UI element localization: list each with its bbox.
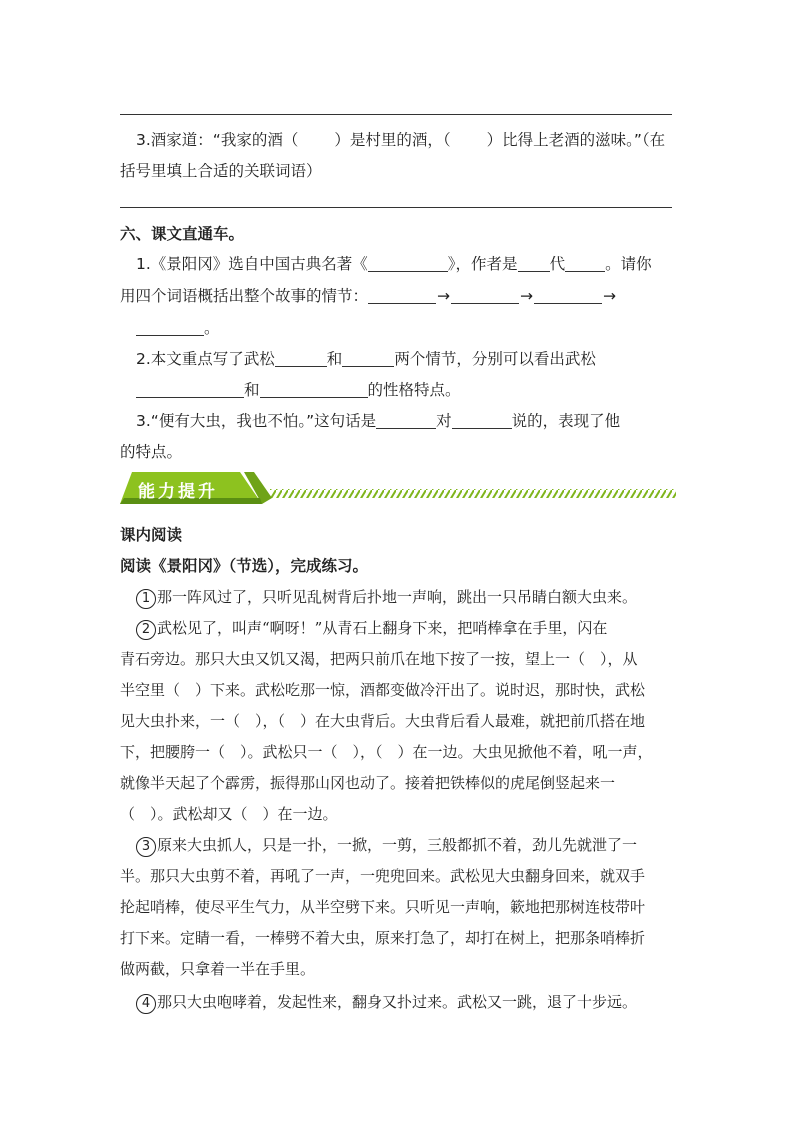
blank[interactable]: [451, 132, 487, 148]
answer-line: [120, 114, 672, 115]
section-6-item-1-line-2: 用四个词语概括出整个故事的情节： → → →: [120, 287, 617, 305]
blank[interactable]: [376, 412, 436, 429]
paragraph-3-line: 做两截，只拿着一半在手里。: [120, 960, 316, 978]
reading-instruction: 阅读《景阳冈》（节选），完成练习。: [120, 557, 369, 575]
paragraph-3-line: 打下来。定睛一看，一棒劈不着大虫，原来打急了，却打在树上，把那条哨棒折: [120, 929, 646, 947]
section-6-item-1-line-3: 。: [136, 318, 220, 338]
blank[interactable]: [534, 287, 602, 304]
blank[interactable]: [518, 255, 550, 272]
paragraph-2-line: （ ）。武松却又（ ）在一边。: [120, 805, 338, 823]
blank[interactable]: [275, 350, 327, 367]
blank[interactable]: [565, 255, 605, 272]
paragraph-number: 4: [136, 994, 156, 1014]
paragraph-3-line: 半。那只大虫剪不着，再吼了一声，一兜兜回来。武松见大虫翻身回来，就双手: [120, 867, 646, 885]
paragraph-2-line: 下，把腰胯一（ ）。武松只一（ ），（ ）在一边。大虫见掀他不着，吼一声，: [120, 743, 653, 761]
paragraph-number: 2: [136, 620, 156, 640]
section-6-title: 六、课文直通车。: [120, 225, 245, 243]
paragraph-2-line: 半空里（ ）下来。武松吃那一惊，酒都变做冷汗出了。说时迟，那时快，武松: [120, 681, 646, 699]
paragraph-2-line: 青石旁边。那只大虫又饥又渴，把两只前爪在地下按了一按，望上一（ ），从: [120, 650, 638, 668]
blank[interactable]: [368, 255, 448, 272]
question-3-line-1: 3.酒家道：“我家的酒（ ）是村里的酒，（ ）比得上老酒的滋味。”（在: [136, 131, 666, 149]
blank[interactable]: [342, 350, 394, 367]
arrow-icon: →: [520, 287, 534, 305]
paragraph-2-line: 就像半天起了个霹雳，振得那山冈也动了。接着把铁棒似的虎尾倒竖起来一: [120, 774, 616, 792]
paragraph-2-line: 2 武松见了，叫声“啊呀！”从青石上翻身下来，把哨棒拿在手里，闪在: [136, 618, 607, 640]
answer-line: [120, 207, 672, 208]
section-6-item-2-line-1: 2.本文重点写了武松 和 两个情节，分别可以看出武松: [136, 350, 596, 368]
question-3-line-2: 括号里填上合适的关联词语）: [120, 162, 322, 180]
paragraph-2-line: 见大虫扑来，一（ ），（ ）在大虫背后。大虫背后看人最难，就把前爪搭在地: [120, 712, 646, 730]
blank[interactable]: [368, 287, 436, 304]
paragraph-1: 1 那一阵风过了，只听见乱树背后扑地一声响，跳出一只吊睛白额大虫来。: [136, 587, 637, 609]
paragraph-3-line: 抡起哨棒，使尽平生气力，从半空劈下来。只听见一声响，簌地把那树连枝带叶: [120, 898, 646, 916]
paragraph-4: 4 那只大虫咆哮着，发起性来，翻身又扑过来。武松又一跳，退了十步远。: [136, 992, 637, 1014]
reading-label: 课内阅读: [120, 526, 183, 544]
banner-title: 能力提升: [138, 482, 218, 502]
blank[interactable]: [136, 381, 244, 398]
section-6-item-3-line-2: 的特点。: [120, 443, 183, 461]
blank[interactable]: [451, 287, 519, 304]
blank[interactable]: [136, 319, 204, 336]
section-6-item-3-line-1: 3.“便有大虫，我也不怕。”这句话是 对 说的，表现了他: [136, 412, 621, 430]
section-6-item-1-line-1: 1.《景阳冈》选自中国古典名著《 》，作者是 代 。请你: [136, 255, 652, 273]
blank[interactable]: [298, 132, 334, 148]
paragraph-number: 3: [136, 837, 156, 857]
arrow-icon: →: [603, 287, 617, 305]
paragraph-3-line: 3 原来大虫抓人，只是一扑，一掀，一剪，三般都抓不着，劲儿先就泄了一: [136, 835, 637, 857]
arrow-icon: →: [437, 287, 451, 305]
section-6-item-2-line-2: 和 的性格特点。: [136, 380, 461, 400]
ability-banner: [120, 470, 676, 506]
paragraph-number: 1: [136, 589, 156, 609]
blank[interactable]: [260, 381, 368, 398]
blank[interactable]: [452, 412, 512, 429]
